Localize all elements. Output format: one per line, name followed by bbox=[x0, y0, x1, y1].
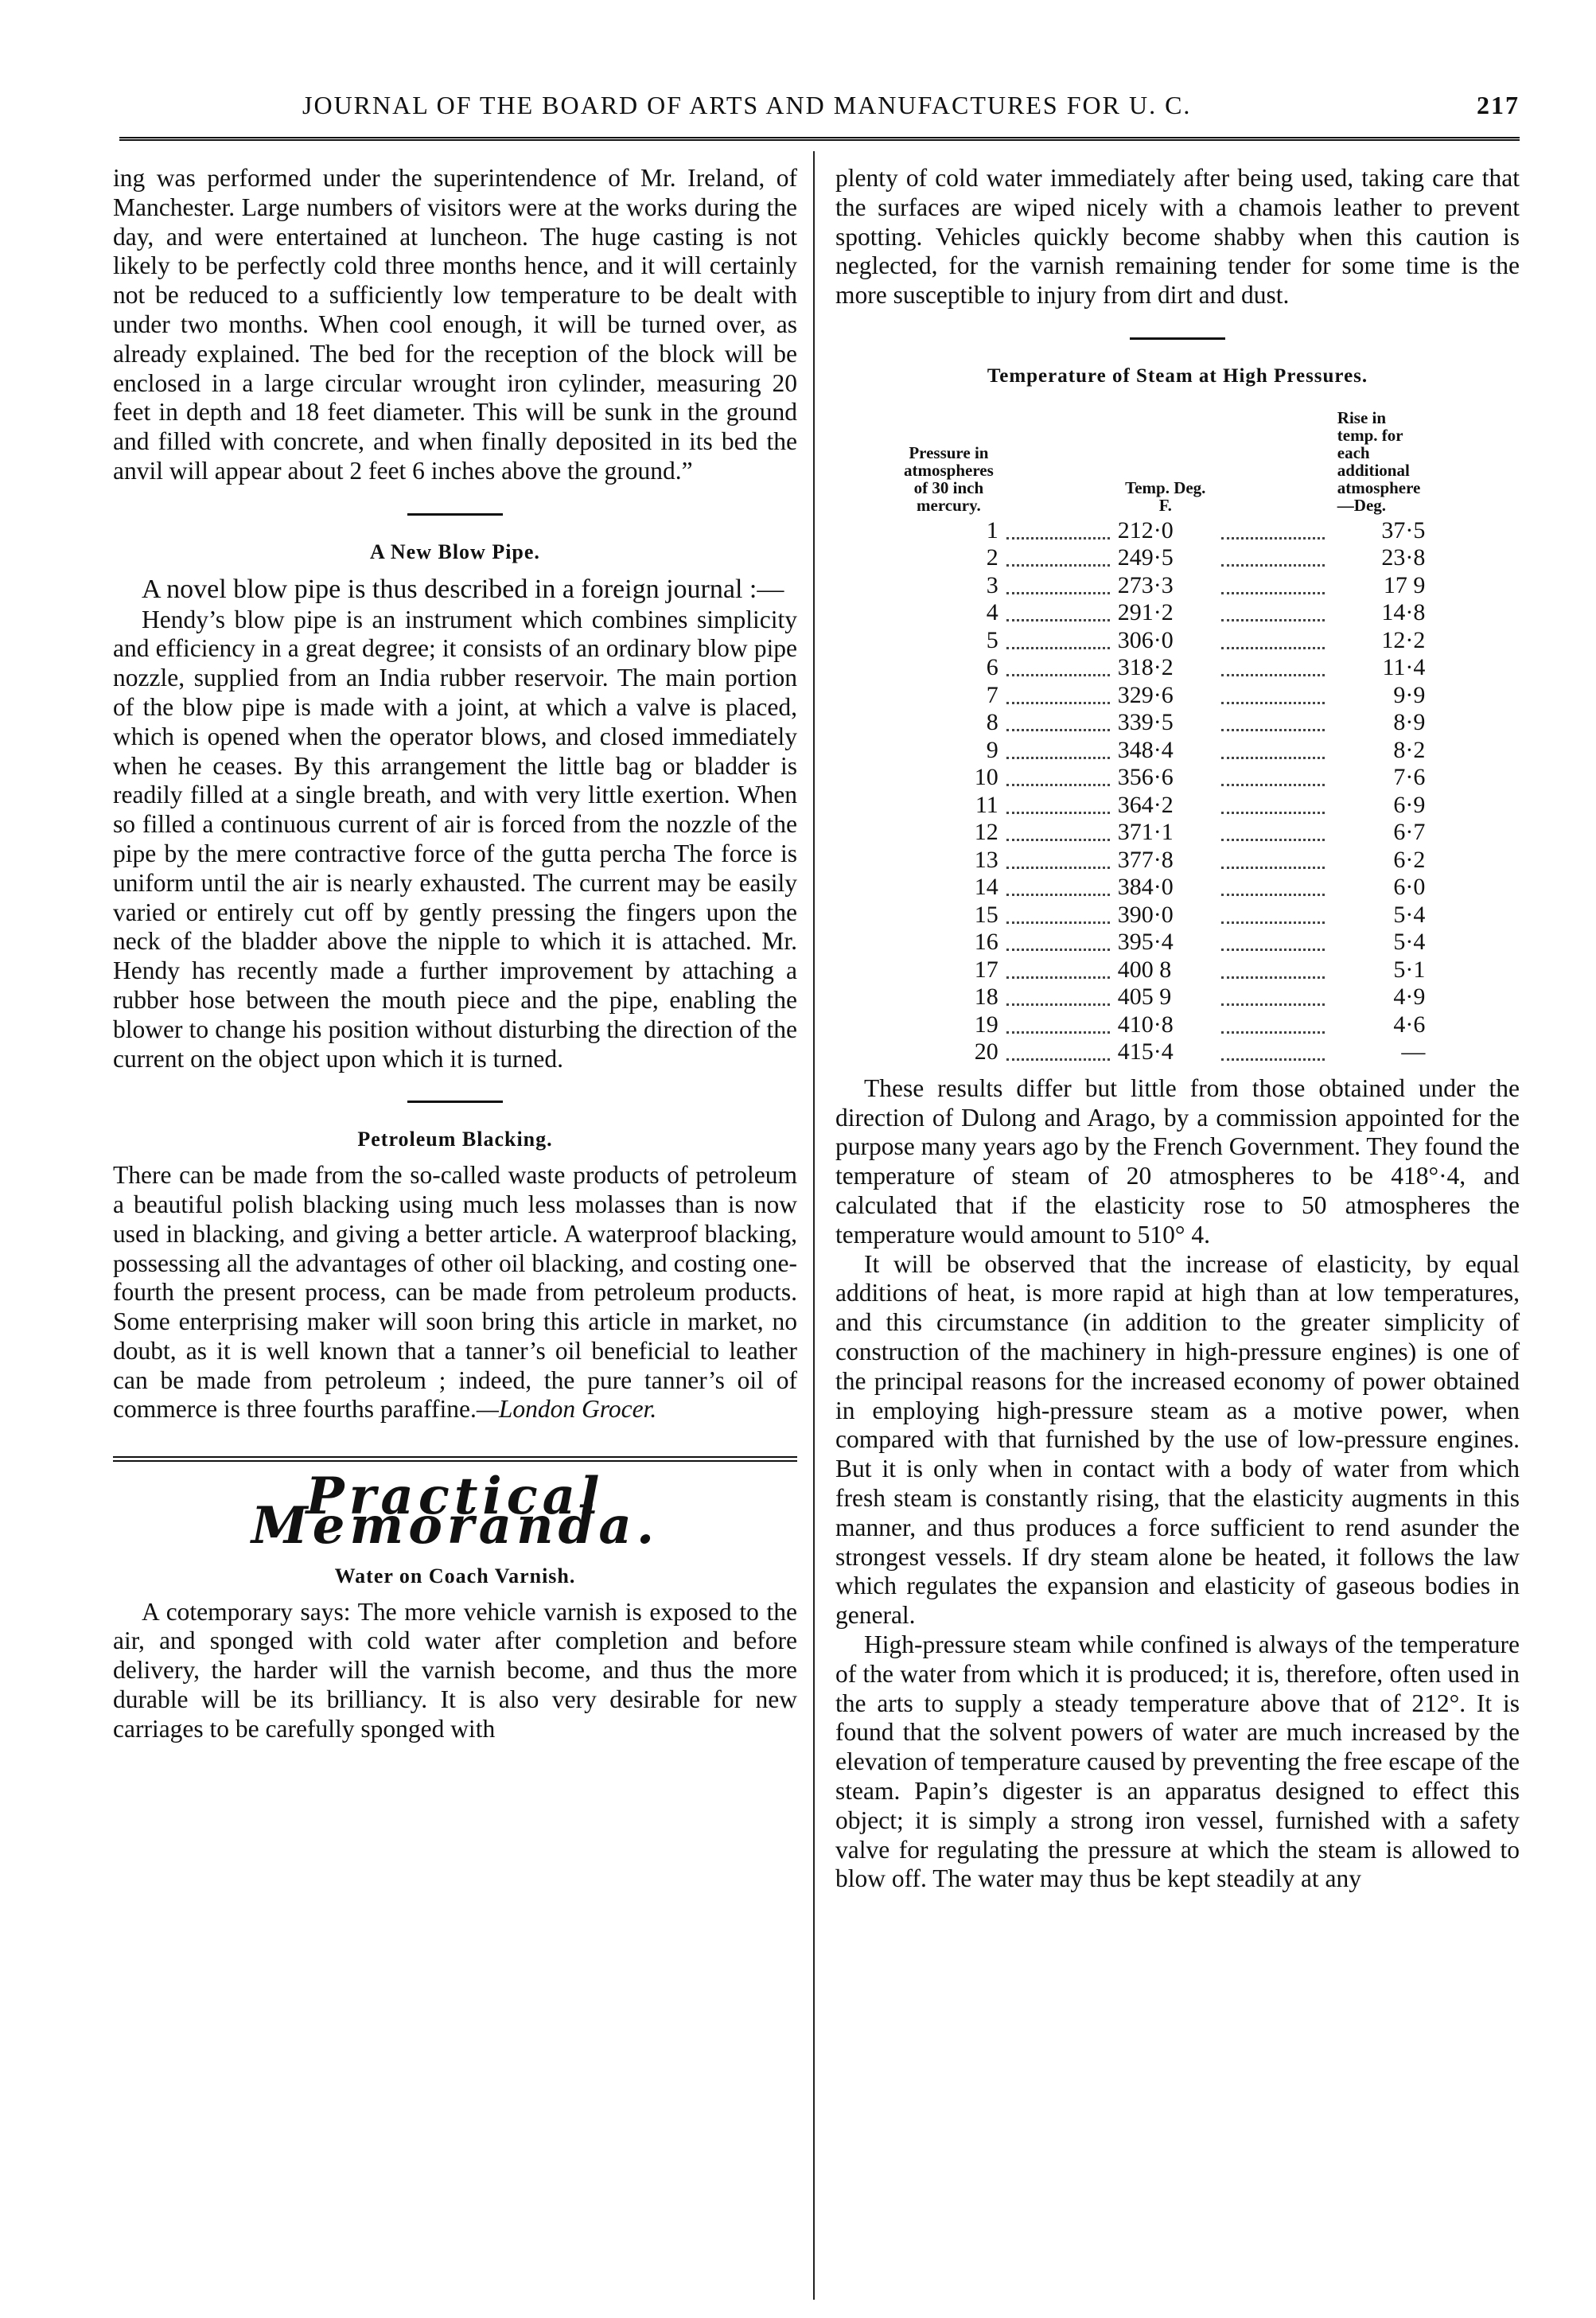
pressure-cell: 7 bbox=[986, 681, 998, 708]
leader-dots bbox=[998, 764, 1118, 792]
pressure-cell: 17 bbox=[974, 956, 998, 983]
leader-dots bbox=[1213, 764, 1333, 792]
blowpipe-intro: A novel blow pipe is thus described in a foreign journal :— bbox=[142, 574, 784, 604]
leader-dots bbox=[998, 709, 1118, 737]
dulong-arago-paragraph: These results differ but little from those obtained under the direction of Dulong and Arago, by a commission appointed for the purpose many years ago by the French Government. They found the temperature of steam of 20 atmospheres to be 418°·4, and calculated that if the elasticity rose to 50 atmospheres the temperature would amount to 510° 4. bbox=[835, 1073, 1520, 1249]
varnish-continuation: plenty of cold water immediately after being used, taking care that the surfaces are wiped nicely with a chamois leather to prevent spotting. Vehicles quickly become shabby when this caution is neglected, for the varnish remaining tender for some time is the more susceptible to injury from dirt and dust. bbox=[835, 164, 1520, 310]
pressure-cell: 14 bbox=[974, 874, 998, 901]
journal-title: JOURNAL OF THE BOARD OF ARTS AND MANUFACTURES FOR U. C. bbox=[302, 91, 1192, 119]
rise-cell: 8·9 bbox=[1393, 709, 1426, 736]
leader-dots bbox=[1213, 599, 1333, 627]
table-row bbox=[899, 874, 1425, 902]
anvil-article-continuation: ing was performed under the superintendence of Mr. Ireland, of Manchester. Large numbers of visitors were at the works during the day, and were entertained at luncheon. The huge casting is not likely to be perfectly cold three months hence, and it will certainly not be reduced to a sufficiently low temperature to be dealt with under two months. When cool enough, it will be turned over, as already explained. The bed for the reception of the block will be enclosed in a large circular wrought iron cylinder, measuring 20 feet in depth and 18 feet diameter. This will be sunk in the ground and filled with concrete, and when finally deposited in its bed the anvil will appear about 2 feet 6 inches above the ground.” bbox=[113, 164, 797, 485]
pressure-cell: 5 bbox=[986, 626, 998, 653]
leader-dots bbox=[998, 627, 1118, 655]
temperature-cell: 371·1 bbox=[1117, 819, 1174, 846]
rise-cell: 6·0 bbox=[1393, 874, 1426, 901]
high-pressure-paragraph: High-pressure steam while confined is always of the temperature of the water from which it is produced; it is, therefore, often used in the arts to supply a steady temperature above that of 212°. It is found that the solvent powers of water are much increased by the elevation of temperature caused by preventing the free escape of the steam. Papin’s digester is an apparatus designed to effect this object; it is simply a strong iron vessel, furnished with a safety valve for regulating the pressure at which the steam is allowed to blow off. The water may thus be kept steadily at any bbox=[835, 1630, 1520, 1893]
table-header-row bbox=[899, 409, 1425, 517]
petroleum-source: —London Grocer. bbox=[476, 1395, 657, 1424]
rise-cell: 7·6 bbox=[1393, 764, 1426, 791]
table-row bbox=[899, 1038, 1425, 1066]
rise-cell: 4·6 bbox=[1393, 1011, 1426, 1038]
table-row bbox=[899, 847, 1425, 875]
temperature-cell: 356·6 bbox=[1117, 764, 1174, 791]
pressure-cell: 8 bbox=[986, 709, 998, 736]
pressure-cell: 11 bbox=[975, 791, 998, 818]
temperature-cell: 377·8 bbox=[1117, 846, 1174, 873]
rise-cell: 23·8 bbox=[1381, 544, 1426, 571]
leader-dots bbox=[1213, 874, 1333, 902]
pressure-cell: 2 bbox=[986, 544, 998, 571]
pressure-cell: 6 bbox=[986, 654, 998, 681]
leader-dots bbox=[998, 682, 1118, 710]
leader-dots bbox=[1213, 1011, 1333, 1039]
rise-cell: 6·2 bbox=[1393, 846, 1426, 873]
rise-cell: — bbox=[1401, 1038, 1426, 1066]
leader-dots bbox=[998, 544, 1118, 572]
leader-dots bbox=[998, 956, 1118, 984]
temperature-cell: 339·5 bbox=[1117, 709, 1174, 736]
right-column bbox=[835, 164, 1520, 1894]
steam-temperature-table bbox=[899, 409, 1425, 1066]
rise-cell: 5·4 bbox=[1393, 929, 1426, 956]
blowpipe-body: Hendy’s blow pipe is an instrument which combines simplicity and efficiency in a great degree; it consists of an ordinary blow pipe nozzle, supplied from an India rubber reservoir. The main portion of the blow pipe is made with a joint, at which a valve is placed, which is opened when the operator blows, and closed immediately when he ceases. By this arrangement the little bag or bladder is readily filled at a single breath, and with very little exertion. When so filled a continuous current of air is forced from the nozzle of the pipe by the mere contractive force of the gutta percha The force is uniform until the air is nearly exhausted. The current may be easily varied or entirely cut off by gently pressing the fingers upon the neck of the bladder above the nipple to which it is attached. Mr. Hendy has recently made a further improvement by attaching a rubber hose between the mouth piece and the pipe, enabling the blower to change his position without disturbing the direction of the current on the object upon which it is turned. bbox=[113, 605, 797, 1073]
rise-cell: 17 9 bbox=[1383, 571, 1426, 598]
table-row bbox=[899, 984, 1425, 1011]
petroleum-heading: Petroleum Blacking. bbox=[357, 1128, 553, 1151]
pressure-cell: 1 bbox=[986, 516, 998, 543]
rise-cell: 5·4 bbox=[1393, 901, 1426, 928]
temperature-cell: 348·4 bbox=[1117, 736, 1174, 763]
temperature-cell: 306·0 bbox=[1117, 626, 1174, 653]
leader-dots bbox=[1213, 902, 1333, 929]
leader-dots bbox=[1213, 654, 1333, 682]
table-row bbox=[899, 737, 1425, 765]
elasticity-paragraph: It will be observed that the increase of elasticity, by equal additions of heat, is more rapid at high than at low temperatures, and this circumstance (in addition to the greater simplicity of construction of the machinery in high-pressure engines) is one of the principal reasons for the increased economy of power obtained in employing high-pressure steam as a motive power, when compared with that furnished by the use of low-pressure engines. But it is only when in contact with a body of water from which fresh steam is constantly rising, that the elasticity augments in this manner, and thus produces a force sufficient to rend asunder the strongest vessels. If dry steam alone be heated, it follows the law which regulates the expansion and elasticity of gaseous bodies in general. bbox=[835, 1249, 1520, 1630]
leader-dots bbox=[1213, 517, 1333, 545]
header-rule bbox=[119, 137, 1520, 141]
leader-dots bbox=[998, 1038, 1118, 1066]
temperature-cell: 273·3 bbox=[1117, 571, 1174, 598]
leader-dots bbox=[998, 737, 1118, 765]
pressure-column-header: Pressure in atmospheres of 30 inch mercury. bbox=[904, 442, 994, 515]
temperature-cell: 249·5 bbox=[1117, 544, 1174, 571]
table-row bbox=[899, 764, 1425, 792]
pressure-cell: 18 bbox=[974, 984, 998, 1011]
temperature-cell: 329·6 bbox=[1117, 681, 1174, 708]
leader-dots bbox=[998, 599, 1118, 627]
temperature-cell: 410·8 bbox=[1117, 1011, 1174, 1038]
leader-dots bbox=[1213, 709, 1333, 737]
table-row bbox=[899, 599, 1425, 627]
leader-dots bbox=[1213, 819, 1333, 847]
pressure-cell: 13 bbox=[974, 846, 998, 873]
temperature-cell: 390·0 bbox=[1117, 901, 1174, 928]
rise-cell: 5·1 bbox=[1393, 956, 1426, 983]
rise-cell: 37·5 bbox=[1381, 516, 1426, 543]
table-row bbox=[899, 929, 1425, 956]
leader-dots bbox=[998, 847, 1118, 875]
leader-dots bbox=[998, 929, 1118, 956]
leader-dots bbox=[1213, 682, 1333, 710]
varnish-heading: Water on Coach Varnish. bbox=[334, 1564, 576, 1588]
table-row bbox=[899, 572, 1425, 600]
separator-rule bbox=[407, 513, 503, 516]
table-row bbox=[899, 682, 1425, 710]
steam-table-body bbox=[899, 517, 1425, 1066]
table-row bbox=[899, 709, 1425, 737]
temperature-cell: 318·2 bbox=[1117, 654, 1174, 681]
temperature-cell: 212·0 bbox=[1117, 516, 1174, 543]
leader-dots bbox=[998, 654, 1118, 682]
pressure-cell: 10 bbox=[974, 764, 998, 791]
table-row bbox=[899, 792, 1425, 820]
left-column bbox=[113, 164, 797, 1744]
running-header bbox=[119, 86, 1520, 131]
leader-dots bbox=[998, 902, 1118, 929]
leader-dots bbox=[1213, 847, 1333, 875]
temp-column-header: Temp. Deg. F. bbox=[1125, 477, 1206, 515]
leader-dots bbox=[1213, 627, 1333, 655]
temperature-cell: 395·4 bbox=[1117, 929, 1174, 956]
table-row bbox=[899, 902, 1425, 929]
table-row bbox=[899, 654, 1425, 682]
leader-dots bbox=[1213, 984, 1333, 1011]
blowpipe-heading: A New Blow Pipe. bbox=[370, 540, 540, 563]
rise-cell: 11·4 bbox=[1382, 654, 1426, 681]
leader-dots bbox=[1213, 792, 1333, 820]
pressure-cell: 19 bbox=[974, 1011, 998, 1038]
leader-dots bbox=[998, 792, 1118, 820]
leader-dots bbox=[1213, 929, 1333, 956]
temperature-cell: 415·4 bbox=[1117, 1038, 1174, 1066]
temperature-cell: 364·2 bbox=[1117, 791, 1174, 818]
table-row bbox=[899, 1011, 1425, 1039]
rise-cell: 9·9 bbox=[1393, 681, 1426, 708]
pressure-cell: 15 bbox=[974, 901, 998, 928]
page-number: 217 bbox=[1477, 91, 1520, 119]
leader-dots bbox=[998, 874, 1118, 902]
leader-dots bbox=[1213, 956, 1333, 984]
leader-dots bbox=[998, 1011, 1118, 1039]
section-rule bbox=[113, 1456, 797, 1462]
table-row bbox=[899, 517, 1425, 545]
leader-dots bbox=[998, 984, 1118, 1011]
varnish-body: A cotemporary says: The more vehicle varnish is exposed to the air, and sponged with cold water after completion and before delivery, the harder will the varnish become, and thus the more durable will be its brilliancy. It is also very desirable for new carriages to be carefully sponged with bbox=[113, 1597, 797, 1743]
leader-dots bbox=[998, 819, 1118, 847]
practical-memoranda-title: Practical Memoranda. bbox=[251, 1467, 660, 1556]
rise-cell: 6·7 bbox=[1393, 819, 1426, 846]
separator-rule bbox=[1130, 337, 1225, 340]
temperature-cell: 384·0 bbox=[1117, 874, 1174, 901]
table-row bbox=[899, 956, 1425, 984]
petroleum-text: There can be made from the so-called waste products of petroleum a beautiful polish blacking using much less molasses than is now used in blacking, and giving a better article. A waterproof blacking, possessing all the advantages of other oil blacking, and costing one-fourth the present process, can be made from petroleum products. Some enterprising maker will soon bring this article in market, no doubt, as it is well known that a tanner’s oil beneficial to leather can be made from petroleum ; indeed, the pure tanner’s oil of commerce is three fourths paraffine. bbox=[113, 1161, 797, 1424]
leader-dots bbox=[998, 517, 1118, 545]
rise-cell: 6·9 bbox=[1393, 791, 1426, 818]
pressure-cell: 20 bbox=[974, 1038, 998, 1066]
rise-cell: 14·8 bbox=[1381, 599, 1426, 626]
rise-cell: 8·2 bbox=[1393, 736, 1426, 763]
leader-dots bbox=[1213, 572, 1333, 600]
separator-rule bbox=[407, 1101, 503, 1103]
temperature-cell: 405 9 bbox=[1117, 984, 1172, 1011]
leader-dots bbox=[1213, 544, 1333, 572]
table-row bbox=[899, 819, 1425, 847]
temperature-cell: 291·2 bbox=[1117, 599, 1174, 626]
petroleum-body bbox=[113, 1161, 797, 1424]
pressure-cell: 4 bbox=[986, 599, 998, 626]
rise-cell: 12·2 bbox=[1381, 626, 1426, 653]
pressure-cell: 9 bbox=[986, 736, 998, 763]
rise-column-header: Rise in temp. for each additional atmosphere—Deg. bbox=[1337, 407, 1421, 515]
leader-dots bbox=[1213, 737, 1333, 765]
steam-table-title: Temperature of Steam at High Pressures. bbox=[987, 364, 1368, 387]
table-row bbox=[899, 627, 1425, 655]
column-divider bbox=[813, 151, 815, 2300]
leader-dots bbox=[998, 572, 1118, 600]
pressure-cell: 16 bbox=[974, 929, 998, 956]
pressure-cell: 3 bbox=[986, 571, 998, 598]
rise-cell: 4·9 bbox=[1393, 984, 1426, 1011]
leader-dots bbox=[1213, 1038, 1333, 1066]
table-row bbox=[899, 544, 1425, 572]
temperature-cell: 400 8 bbox=[1117, 956, 1172, 983]
pressure-cell: 12 bbox=[974, 819, 998, 846]
